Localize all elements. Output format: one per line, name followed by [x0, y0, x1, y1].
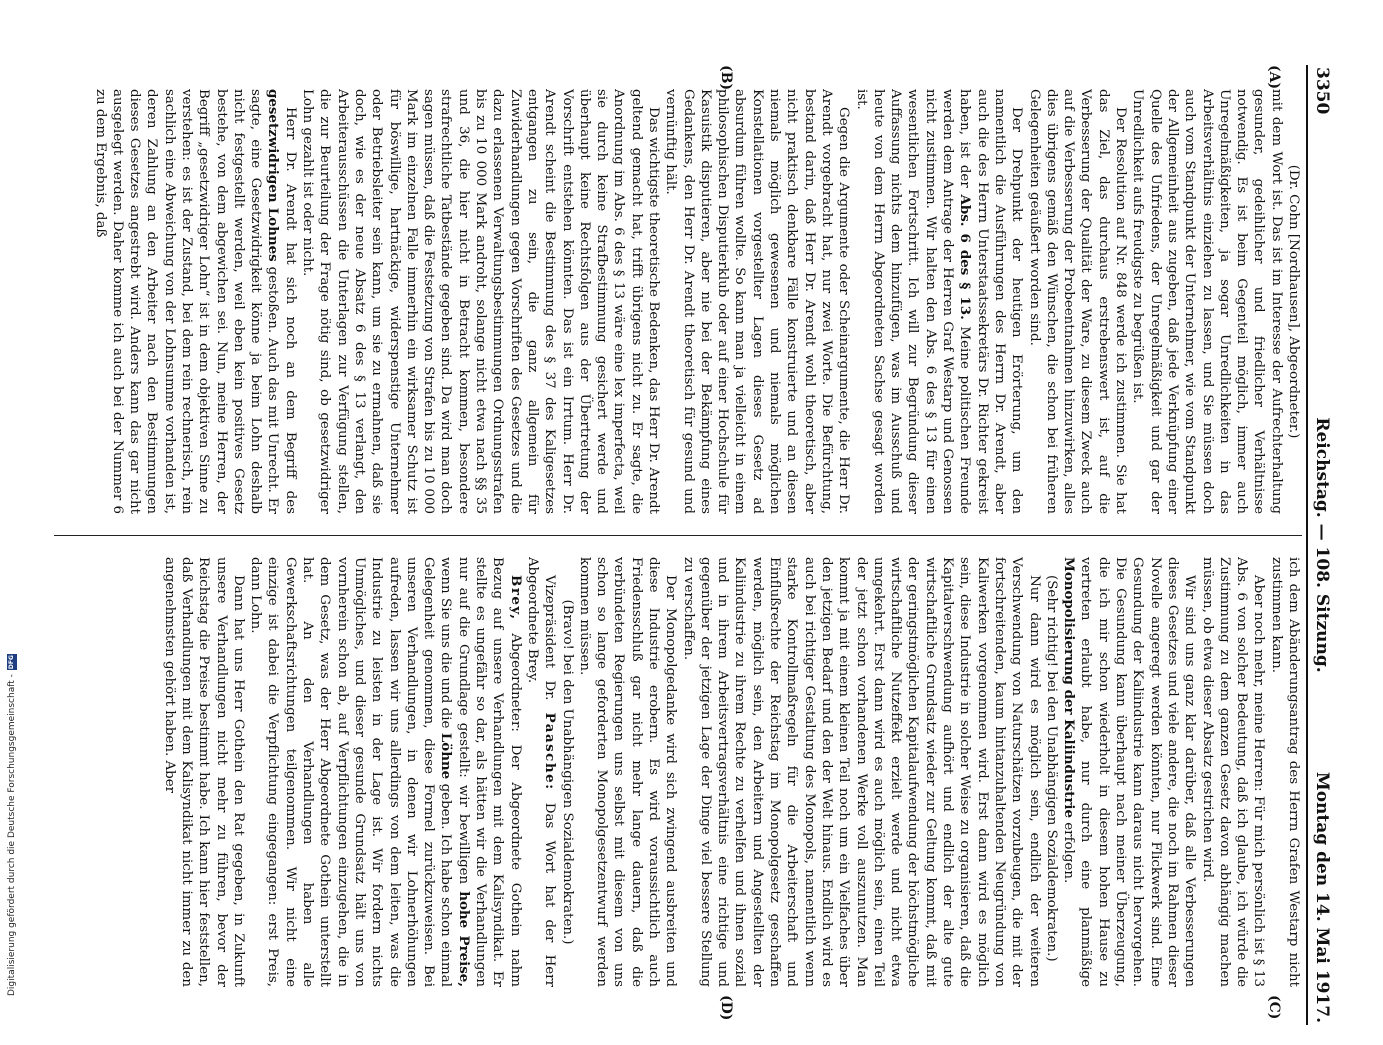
digitization-footer [6, 606, 18, 996]
session-date: Montag den 14. Mai 1917. [1312, 771, 1332, 1023]
margin-marker-a: (A) [1266, 65, 1282, 90]
dfg-logo-icon: DFG [8, 655, 15, 670]
page-title: Reichstag. — 108. Sitzung. [1312, 417, 1332, 673]
emphasis: hohe Preise, [455, 891, 472, 987]
text-run: Der Drehpunkt der heutigen Erörterung, um den namentlich die Ausführungen des Herrn Dr. Arendt, aber auch die des Herrn Unterstaatssekretärs Dr. Richter gekreist haben, ist der [957, 89, 1025, 514]
newspaper-page [48, 45, 1338, 1045]
margin-marker-b: (B) [718, 65, 734, 91]
margin-marker-c: (C) [1266, 995, 1282, 1020]
paragraph [524, 557, 559, 987]
speaker-name: Brey, [507, 575, 524, 621]
column-divider [54, 535, 1302, 536]
paragraph: mit dem Wort ist. Das ist im Interesse der Aufrechterhaltung gesunder, gedeihlicher und friedlicher Verhältnisse notwendig. Es ist beim Gegenteil möglich, immer auch Unregelmäßigkeiten, ja sogar Unredlichkeiten in das Arbeitsverhältnis einziehen zu lassen, und Sie müssen doch auch vom Standpunkt der Unternehmer, wie vom Standpunkt der Allgemeinheit aus zugeben, daß jede Verknüpfung einer Quelle des Unfriedens, der Unregelmäßigkeit und gar der Unredlichkeit aufs freudigste zu begrüßen ist. [1130, 89, 1284, 514]
right-column [54, 557, 1302, 987]
paragraph: Das wichtigste theoretische Bedenken, das Herr Dr. Arendt geltend gemacht hat, trifft übrigens nicht zu. Er sagte, die Anordnung im Abs. 6 des § 13 wäre eine lex imperfecta, weil sie durch keine Strafbestimmung gesichert werde und überhaupt keine Rechtsfolgen aus der Übertretung der Vorschrift entstehen könnten. Das ist ein Irrtum. Herr Dr. Arendt scheint die Bestimmung des § 37 des Kaligesetzes entgangen zu sein, die ganz allgemein für Zuwiderhandlungen gegen Vorschriften des Gesetzes und die dazu erlassenen Verwaltungsbestimmungen Ordnungsstrafen bis zu 10 000 Mark androht, solange nicht etwa nach §§ 35 und 36, die hier nicht in Betracht kommen, besondere strafrechtliche Tatbestände gegeben sind. Da wird man doch sagen müssen, daß die Festsetzung von Strafen bis zu 10 000 Mark im einzelnen Falle immerhin ein wirksamer Schutz ist für böswillige, hartnäckige, widerspenstige Unternehmer oder Betriebsleiter sein kann, um sie zu ermahnen, daß sie doch, wie es der neue Absatz 6 des § 13 verlangt, den Arbeiterausschüssen die Unterlagen zur Verfügung stellen, die zur Beurteilung der Frage nötig sind, ob gesetzwidriger Lohn gezahlt ist oder nicht. [300, 89, 662, 514]
text-run: Herr Dr. Arendt hat sich noch an dem Begriff des [282, 107, 298, 514]
margin-marker-d: (D) [718, 995, 734, 1021]
page-header [1306, 65, 1334, 1025]
paragraph [247, 557, 524, 987]
left-column [54, 89, 1302, 514]
paragraph: Der Monopolgedanke wird sich zwingend ausbreiten und diese Industrie erobern. Es wird voraussichtlich auch Friedensschluß gar nicht mehr lange dauern, daß die verbündeten Regierungen uns selbst mit diesem von uns schon so lange geforderten Monopolgesetzentwurf werden kommen müssen. [576, 557, 679, 987]
text-run: Vizepräsident Dr. [542, 575, 558, 701]
paragraph [1060, 557, 1198, 987]
text-run: Wir sind uns ganz klar darüber, daß alle Verbesserungen dieses Gesetzes und viele andere, die noch im Rahmen dieser Novelle angeregt werden könnten, nur Flickwerk sind. Eine Gesundung der Kaliindustrie kann daraus nicht hervorgehen. Die Gesundung kann überhaupt nach meiner Überzeugung, die ich mir schon wiederholt in diesem hohen Hause zu vertreten erlaubt habe, nur durch eine planmäßige [1078, 557, 1198, 987]
paragraph [91, 89, 299, 514]
emphasis: gesetzwidrigen Lohnes [265, 89, 282, 262]
paragraph: Der Resolution auf Nr. 848 werde ich zustimmen. Sie hat das Ziel, das durchaus erstrebenswert ist, auf die Verbesserung der Qualität der Ware, zu diesem Zweck auch auf die Verbesserung der Probeentnahmen hinzuwirken, alles dies übrigens gemäß den Wünschen, die schon bei früheren Gelegenheiten geäußert worden sind. [1026, 89, 1129, 514]
text-run: geben. Ich habe schon einmal Gelegenheit genommen, diese Formel zurückzuweisen. Bei unseren Verhandlungen, in denen wir Lohnerhöhungen aufreden, lassen wir uns allerdings von dem leiten, was die Industrie zu leisten in der Lage ist. Wir fordern nichts Unmögliches, und dieser gesunde Grundsatz hält uns von vornherein schon ab, auf Verpflichtungen einzugehen, die in dem Gesetz, was der Herr Abgeordnete Gothein unterstellt hat. An den Verhandlungen haben alle Gewerkschaftsrichtungen teilgenommen. Wir nicht eine einzige ist dabei die Verpflichtung eingegangen: erst Preis, dann Lohn. [248, 557, 454, 987]
interjection: (Bravo! bei den Unabhängigen Sozialdemokraten.) [559, 599, 575, 945]
text-run: gestoßen. Auch das mit Unrecht. Er sagte, eine Gesetzwidrigkeit könne ja beim Lohn deshalb nicht festgestellt werden, weil eben kein positives Gesetz bestehe, von dem abgewichen sei. Nun, meine Herren, der Begriff „gesetzwidriger Lohn“ ist in dem objektiven Sinne zu verstehen: es ist der Zustand, bei dem rein rechnerisch, rein sachlich eine Abweichung von der Lohnsumme vorhanden ist, deren Zahlung an den Arbeiter nach den Bestimmungen dieses Gesetzes angestrebt wird. Anders kann das gar nicht ausgelegt werden. Daher komme ich auch bei der Nummer 6 zu dem Ergebnis, daß [92, 89, 281, 514]
footer-text [6, 606, 18, 996]
text-run: Das Wort hat der Herr Abgeordnete Brey. [524, 557, 558, 987]
interjection: (Sehr richtig! bei den Unabhängigen Sozialdemokraten.) [1043, 575, 1059, 962]
funding-note: Digitalisierung gefördert durch die Deutsche Forschungsgemeinschaft - [7, 674, 17, 996]
text-run: Meine politischen Freunde werden dem Antrage der Herren Graf Westarp und Genossen nicht zustimmen. Wir halten den Abs. 6 des § 13 für einen wesentlichen Fortschritt. Ich will zur Begründung dieser Auffassung nichts dem hinzufügen, was im Ausschuß und heute von dem Herrn Abgeordneten Sachse gesagt worden ist. [853, 89, 973, 514]
paragraph [852, 89, 1025, 514]
paragraph: Aber noch mehr, meine Herren: Für mich persönlich ist § 13 Abs. 6 von solcher Bedeutung, daß ich glaube, ich würde die Zustimmung zu dem ganzen Gesetz davon abhängig machen müssen, ob etwa dieser Absatz gestrichen wird. [1199, 557, 1267, 987]
speaker-name: Paasche: [542, 712, 559, 791]
text-run: erfolgen. [1061, 822, 1077, 884]
speaker-note: (Dr. Cohn [Nordhausen], Abgeordneter.) [1286, 164, 1301, 439]
emphasis: Löhne [438, 732, 455, 780]
page-number: 3350 [1312, 67, 1332, 115]
paragraph: ich dem Abänderungsantrag des Herrn Grafen Westarp nicht zustimmen kann. [1268, 557, 1301, 987]
paragraph: Dann hat uns Herr Gothein den Rat gegeben, in Zukunft unsere Verhandlungen nicht mehr zu führen, bevor der Reichstag die Preise bestimmt habe. Ich kann hier feststellen, daß Verhandlungen mit dem Kalisyndikat nicht immer zu den angenehmsten gehört haben. Aber [161, 557, 246, 987]
paragraph: Nur dann wird es möglich sein, endlich der weiteren Verschwendung von Naturschätzen vorzubeugen, die mit der fortschreitenden, kaum hintanzuhaltenden Neugründung von Kaliwerken vorgenommen wird. Erst dann wird es möglich sein, diese Industrie in solcher Weise zu organisieren, daß die Kapitalverschwendung aufhört und endlich der alte gute wirtschaftliche Grundsatz wieder zur Geltung kommt, daß mit der geringstmöglichen Kapitalaufwendung der höchstmögliche wirtschaftliche Nutzeffekt erzielt werde und nicht etwa umgekehrt. Erst dann wird es auch möglich sein, einen Teil der jetzt schon vorhandenen Werke voll auszunutzen. Man kommt ja mit einem kleinen Teil noch um ein Vielfaches über den jetzigen Bedarf und den der Welt hinaus. Endlich wird es auch bei richtiger Gestaltung des Monopols, namentlich wenn starke Kontrollmaßregeln für die Arbeiterschaft und Einflußrechte der Reichstag im Monopolgesetz geschaffen werden, möglich sein, den Arbeitern und Angestellten der Kaliindustrie zu ihrem Rechte zu verhelfen und ihnen sozial und in ihrem Arbeitsvertragsverhältnis eine richtige und gegenüber der jetzigen Lage der Dinge viel bessere Stellung zu verschaffen. [680, 557, 1042, 987]
emphasis: Abs. 6 des § 13. [957, 194, 974, 320]
paragraph: Gegen die Argumente oder Scheinargumente, die Herr Dr. Arendt vorgebracht hat, nur zwei Worte. Die Befürchtung, bestand darin, daß Herr Dr. Arendt wohl theoretisch, aber nicht praktisch denkbare Fälle konstruierte und an diesen niemals möglich gewesenen und niemals möglichen Konstellationen vorgestellter Lagen dieses Gesetz ad absurdum führen wollte. So kann man ja vielleicht in einem philosophischen Disputierklub oder auf einer Hochschule für Kasuistik disputieren, aber nie bei der Bekämpfung eines Gedankens, den Herr Dr. Arendt theoretisch für gesund und vernünftig hält. [663, 89, 852, 514]
text-run: Abgeordneter: Der Abgeordnete Gothein nahm Bezug auf unsere Verhandlungen mit dem Kalisyndikat. Er stellte es ungefähr so dar, als hätten wir die Verhandlungen nur auf die Grundlage gestellt: wir bewilligen [455, 557, 523, 987]
emphasis: Monopolisierung der Kaliindustrie [1061, 557, 1078, 818]
text-run: wenn Sie uns die und die [438, 557, 454, 729]
